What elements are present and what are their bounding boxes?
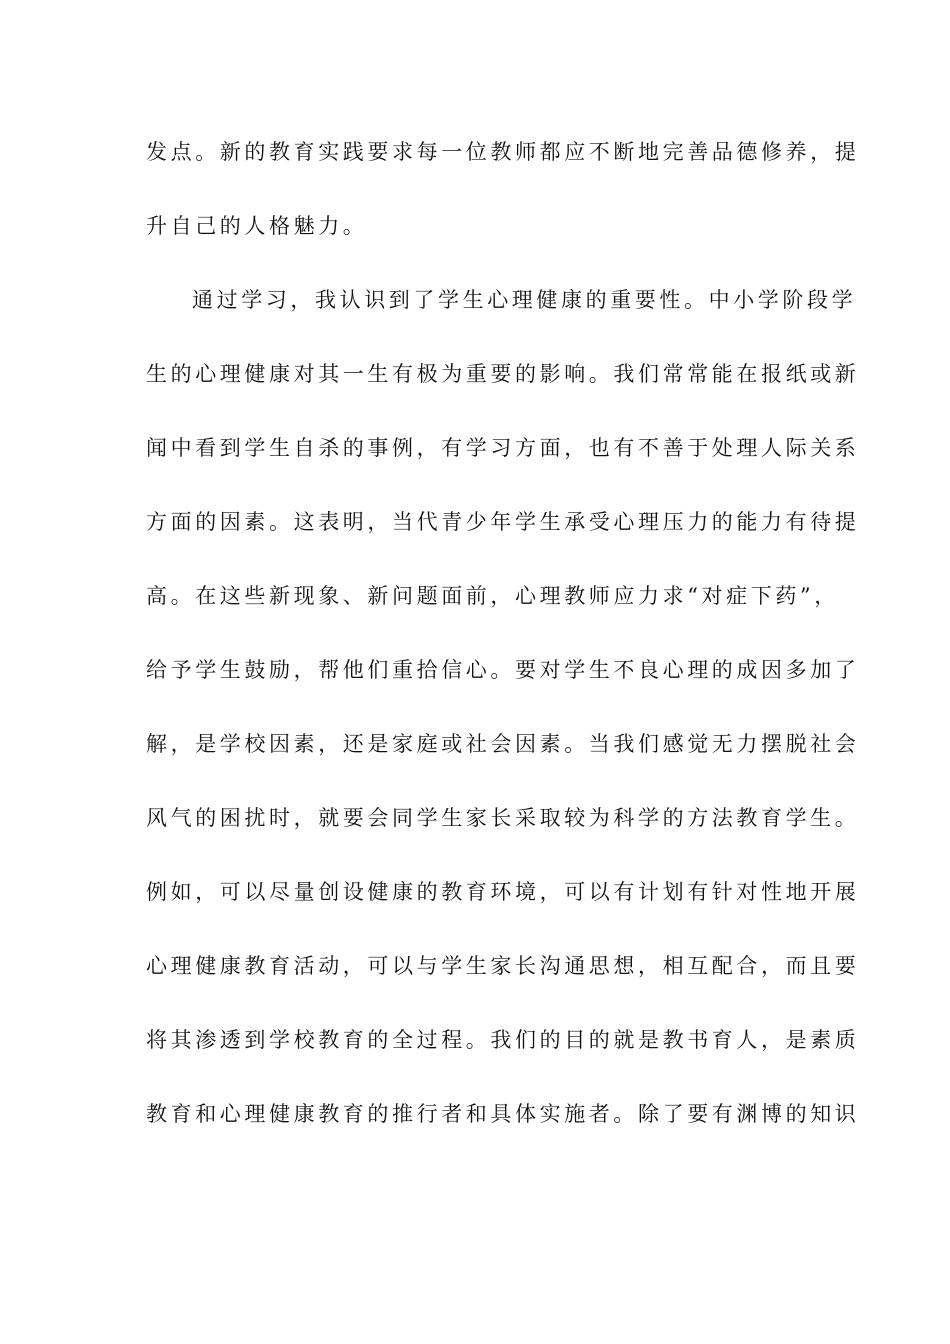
paragraph-2-line-11: 将其渗透到学校教育的全过程。我们的目的就是教书育人，是素质 [146,1028,860,1052]
paragraph-1-line-1: 发点。新的教育实践要求每一位教师都应不断地完善品德修养，提 [146,140,860,164]
paragraph-2-line-9: 例如，可以尽量创设健康的教育环境，可以有计划有针对性地开展 [146,880,860,904]
paragraph-2-line-3: 闻中看到学生自杀的事例，有学习方面，也有不善于处理人际关系 [146,436,860,460]
paragraph-2-line-12: 教育和心理健康教育的推行者和具体实施者。除了要有渊博的知识 [146,1102,860,1126]
paragraph-2-line-10: 心理健康教育活动，可以与学生家长沟通思想，相互配合，而且要 [146,954,860,978]
paragraph-2-line-6: 给予学生鼓励，帮他们重拾信心。要对学生不良心理的成因多加了 [146,658,860,682]
paragraph-2-line-2: 生的心理健康对其一生有极为重要的影响。我们常常能在报纸或新 [146,362,860,386]
paragraph-2-line-5: 高。在这些新现象、新问题面前，心理教师应力求“对症下药”， [146,584,839,608]
paragraph-2-line-4: 方面的因素。这表明，当代青少年学生承受心理压力的能力有待提 [146,510,860,534]
paragraph-2-line-1: 通过学习，我认识到了学生心理健康的重要性。中小学阶段学 [192,288,857,312]
paragraph-2-line-8: 风气的困扰时，就要会同学生家长采取较为科学的方法教育学生。 [146,806,860,830]
paragraph-2-line-7: 解，是学校因素，还是家庭或社会因素。当我们感觉无力摆脱社会 [146,732,860,756]
paragraph-1-line-2: 升自己的人格魅力。 [146,214,368,238]
